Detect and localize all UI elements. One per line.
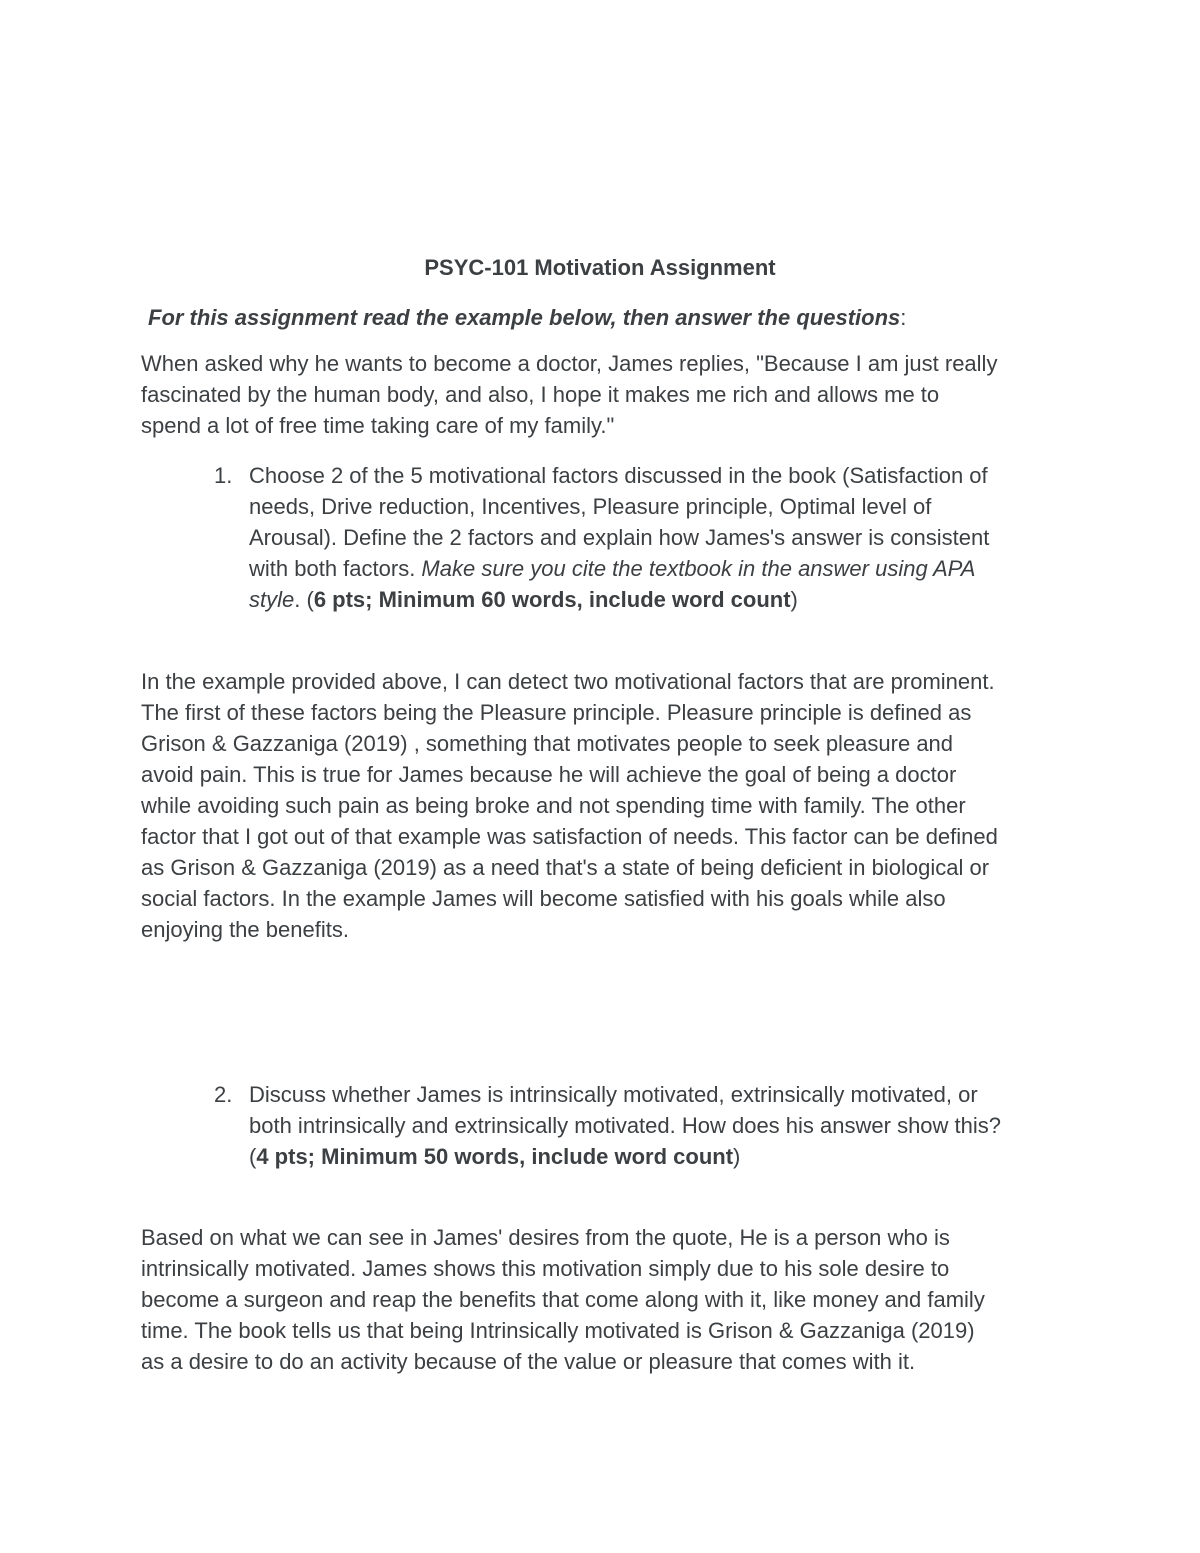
question-line: both intrinsically and extrinsically motivated. How does his answer show this? bbox=[249, 1113, 1002, 1138]
instructions-colon: : bbox=[900, 305, 907, 330]
answer-line: Based on what we can see in James' desires from the quote, He is a person who is bbox=[141, 1225, 950, 1250]
answer-line: The first of these factors being the Pleasure principle. Pleasure principle is defined as bbox=[141, 700, 972, 725]
answer-2 bbox=[141, 1222, 1071, 1377]
question-line bbox=[249, 584, 1079, 615]
question-line bbox=[249, 553, 1079, 584]
answer-line: social factors. In the example James will become satisfied with his goals while also bbox=[141, 886, 946, 911]
question-text bbox=[249, 460, 1079, 615]
points-requirement: 6 pts; Minimum 60 words, include word count bbox=[313, 587, 791, 612]
instructions-text: For this assignment read the example below, then answer the questions bbox=[148, 305, 901, 330]
question-number: 2. bbox=[214, 1082, 233, 1107]
assignment-instructions bbox=[148, 304, 906, 332]
answer-line: while avoiding such pain as being broke and not spending time with family. The other bbox=[141, 793, 966, 818]
question-text-plain: . ( bbox=[294, 587, 314, 612]
answer-line: intrinsically motivated. James shows this motivation simply due to his sole desire to bbox=[141, 1256, 950, 1281]
question-line bbox=[249, 1141, 1079, 1172]
points-requirement: 4 pts; Minimum 50 words, include word count bbox=[256, 1144, 734, 1169]
question-text bbox=[249, 1079, 1079, 1172]
answer-line: time. The book tells us that being Intrinsically motivated is Grison & Gazzaniga (2019) bbox=[141, 1318, 975, 1343]
prompt-line: fascinated by the human body, and also, I hope it makes me rich and allows me to bbox=[141, 382, 940, 407]
question-line: Discuss whether James is intrinsically motivated, extrinsically motivated, or bbox=[249, 1082, 978, 1107]
answer-line: enjoying the benefits. bbox=[141, 917, 349, 942]
answer-line: factor that I got out of that example was satisfaction of needs. This factor can be defined bbox=[141, 824, 998, 849]
question-text-plain: ) bbox=[733, 1144, 741, 1169]
answer-1 bbox=[141, 666, 1071, 945]
question-text-plain: ) bbox=[790, 587, 798, 612]
answer-line: In the example provided above, I can detect two motivational factors that are prominent. bbox=[141, 669, 995, 694]
answer-line: avoid pain. This is true for James because he will achieve the goal of being a doctor bbox=[141, 762, 957, 787]
document-title: PSYC-101 Motivation Assignment bbox=[424, 255, 776, 280]
question-line: Choose 2 of the 5 motivational factors discussed in the book (Satisfaction of bbox=[249, 463, 988, 488]
question-line: Arousal). Define the 2 factors and explain how James's answer is consistent bbox=[249, 525, 990, 550]
answer-line: Grison & Gazzaniga (2019) , something that motivates people to seek pleasure and bbox=[141, 731, 954, 756]
question-text-plain: with both factors. bbox=[249, 556, 422, 581]
answer-line: as a desire to do an activity because of the value or pleasure that comes with it. bbox=[141, 1349, 916, 1374]
prompt-line: When asked why he wants to become a doctor, James replies, "Because I am just really bbox=[141, 351, 998, 376]
answer-line: become a surgeon and reap the benefits that come along with it, like money and family bbox=[141, 1287, 985, 1312]
question-line: needs, Drive reduction, Incentives, Pleasure principle, Optimal level of bbox=[249, 494, 932, 519]
question-number: 1. bbox=[214, 463, 233, 488]
citation-instruction: Make sure you cite the textbook in the answer using APA bbox=[421, 556, 976, 581]
citation-instruction-end: style bbox=[249, 587, 295, 612]
prompt-line: spend a lot of free time taking care of my family." bbox=[141, 413, 615, 438]
question-text-plain: ( bbox=[249, 1144, 257, 1169]
prompt-paragraph bbox=[141, 348, 1071, 441]
answer-line: as Grison & Gazzaniga (2019) as a need that's a state of being deficient in biological or bbox=[141, 855, 990, 880]
